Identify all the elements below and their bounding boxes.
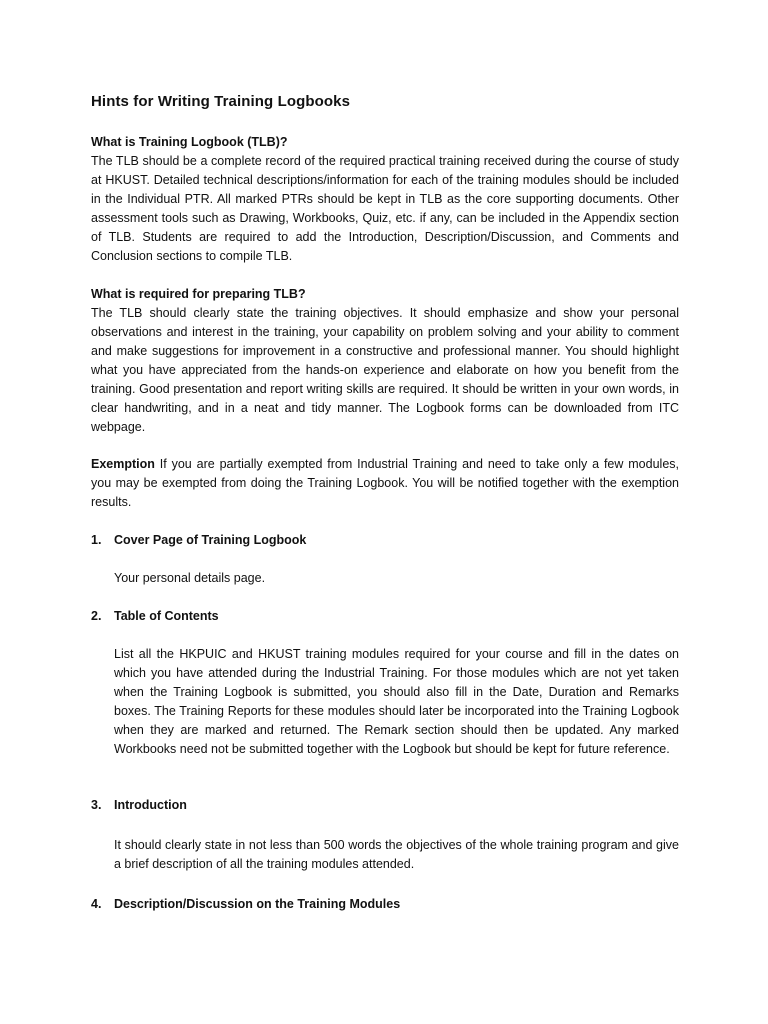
section-2-number: 2. <box>91 609 102 623</box>
what-is-body: The TLB should be a complete record of the required practical training received during the course of study at HKUST. Detailed technical descriptions/information for each of the training modules should be included in the Individual PTR. All marked PTRs should be kept in TLB as the core supporting documents. Other assessment tools such as Drawing, Workbooks, Quiz, etc. if any, can be included in the Appendix section of TLB. Students are required to add the Introduction, Description/Discussion, and Comments and Conclusion sections to compile TLB. <box>91 154 679 263</box>
section-3-title: Introduction <box>114 798 187 812</box>
section-4-title: Description/Discussion on the Training Modules <box>114 897 401 911</box>
required-body: The TLB should clearly state the training objectives. It should emphasize and show your personal observations and interest in the training, your capability on problem solving and your ability to comment and make suggestions for improvement in a constructive and professional manner. You should highlight what you have appreciated from the hands-on experience and elaborate on how you benefit from the training. Good presentation and report writing skills are required. It should be written in your own words, in clear handwriting, and in a neat and tidy manner. The Logbook forms can be downloaded from ITC webpage. <box>91 306 679 434</box>
section-3-body: It should clearly state in not less than 500 words the objectives of the whole training program and give a brief description of all the training modules attended. <box>114 838 679 871</box>
section-2-body: List all the HKPUIC and HKUST training modules required for your course and fill in the dates on which you have attended during the Industrial Training. For those modules which are not yet taken when the Training Logbook is submitted, you should also fill in the Date, Duration and Remarks boxes. The Training Reports for these modules should later be incorporated into the Training Logbook when they are marked and returned. The Remark section should then be updated. Any marked Workbooks need not be submitted together with the Logbook but should be kept for future reference. <box>114 647 679 756</box>
exemption-label: Exemption <box>91 457 155 471</box>
section-4-number: 4. <box>91 897 102 911</box>
section-1-title: Cover Page of Training Logbook <box>114 533 307 547</box>
page-title: Hints for Writing Training Logbooks <box>91 93 351 110</box>
required-section <box>91 285 679 437</box>
exemption-section <box>91 455 679 512</box>
section-2-title: Table of Contents <box>114 609 219 623</box>
what-is-heading: What is Training Logbook (TLB)? <box>91 135 288 149</box>
exemption-body: If you are partially exempted from Industrial Training and need to take only a few modules, you may be exempted from doing the Training Logbook. You will be notified together with the exemption results. <box>91 457 679 509</box>
what-is-section <box>91 133 679 266</box>
section-1-body: Your personal details page. <box>114 571 266 585</box>
section-3-number: 3. <box>91 798 102 812</box>
exemption-paragraph <box>91 455 679 512</box>
required-heading: What is required for preparing TLB? <box>91 287 306 301</box>
section-1-number: 1. <box>91 533 102 547</box>
